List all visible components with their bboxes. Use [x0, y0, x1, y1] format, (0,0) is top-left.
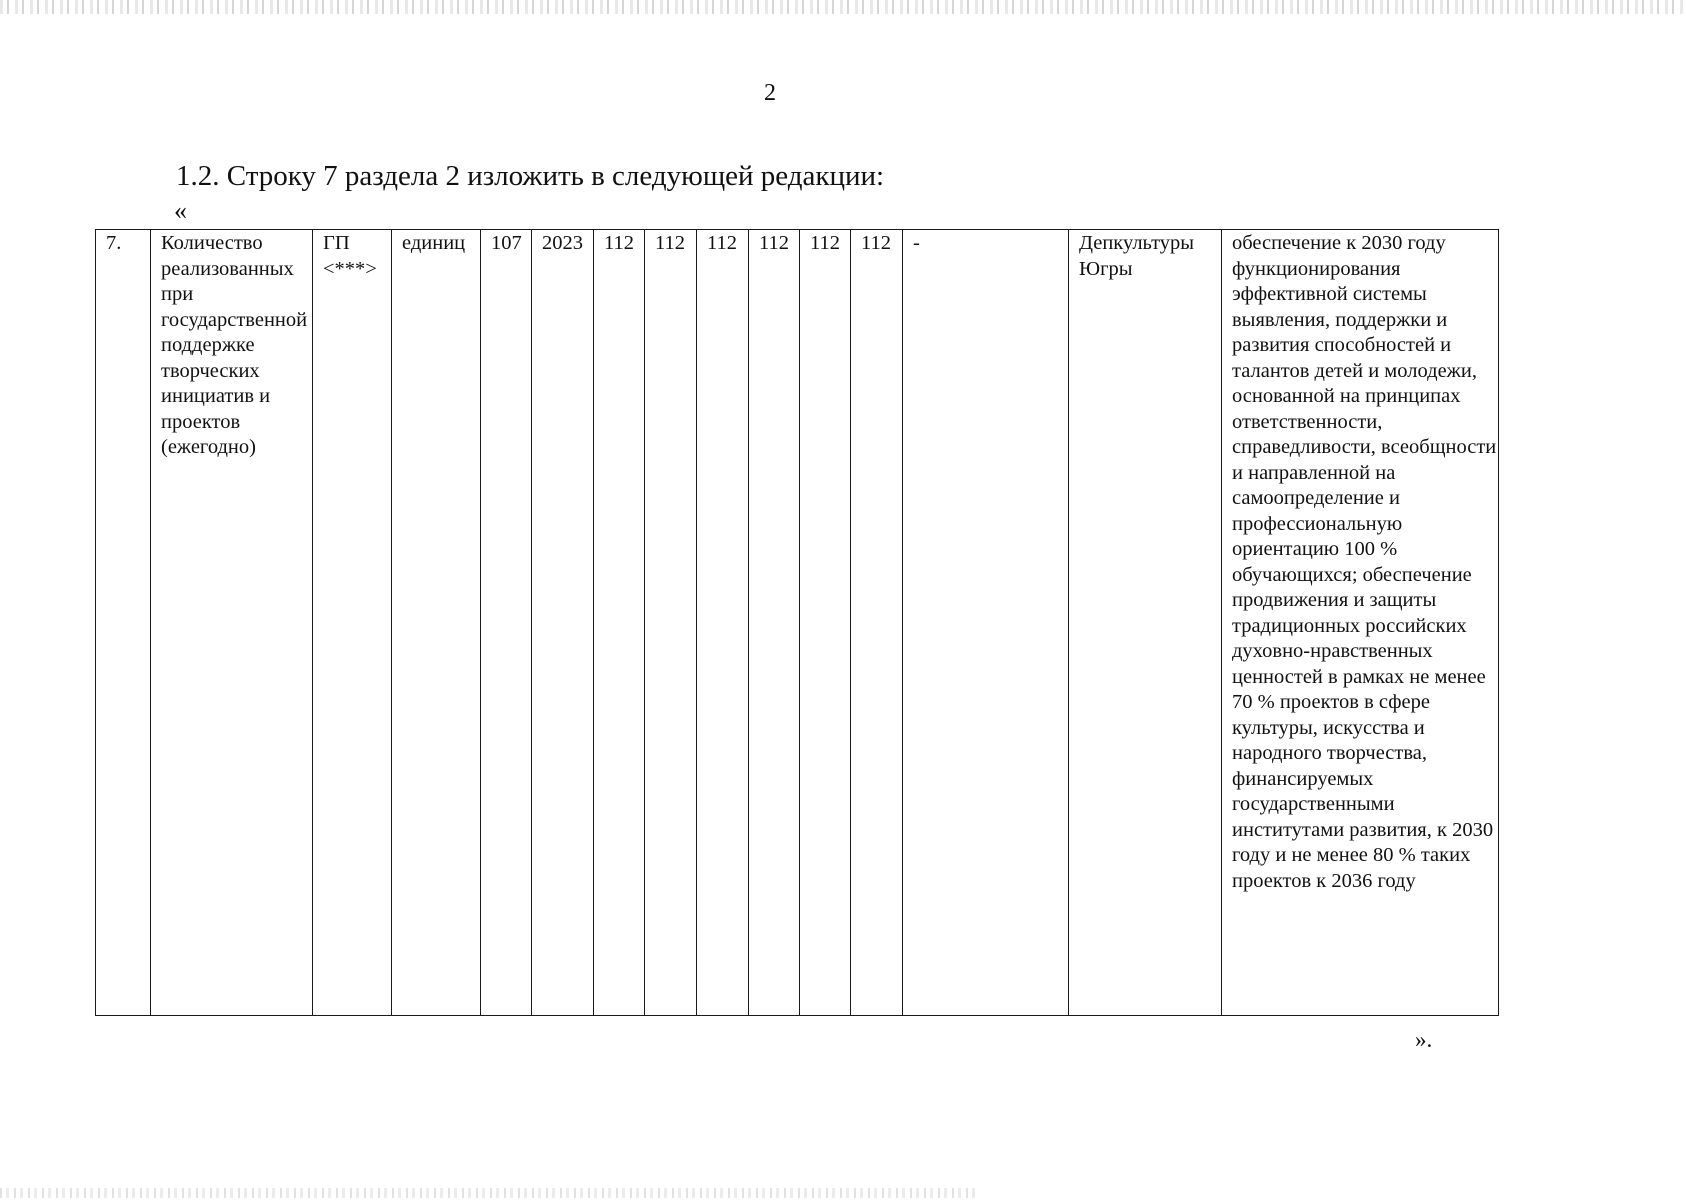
base-value-cell: 107: [481, 230, 532, 1016]
row-number-cell: 7.: [96, 230, 151, 1016]
base-year-cell: 2023: [532, 230, 594, 1016]
responsible-cell: Депкультуры Югры: [1069, 230, 1222, 1016]
value-cell: 112: [645, 230, 697, 1016]
page-number: 2: [764, 80, 776, 106]
indicator-name-cell: Количество реализованных при государственной поддержке творческих инициатив и проектов (ежегодно): [151, 230, 313, 1016]
scan-edge-top: [0, 0, 1686, 14]
level-cell: ГП <***>: [313, 230, 392, 1016]
amended-row-table: [95, 229, 1499, 1016]
amendment-instruction: 1.2. Строку 7 раздела 2 изложить в следующей редакции:: [176, 160, 885, 192]
value-cell: 112: [851, 230, 903, 1016]
closing-quote: ».: [1415, 1027, 1433, 1052]
scan-edge-bottom: [0, 1188, 980, 1198]
table-row: [96, 230, 1499, 1016]
dash-cell: -: [903, 230, 1069, 1016]
unit-cell: единиц: [392, 230, 481, 1016]
opening-quote: «: [174, 196, 187, 225]
result-description-cell: обеспечение к 2030 году функционирования эффективной системы выявления, поддержки и развития способностей и талантов детей и молодежи, основанной на принципах ответственности, справедливости, всеобщности и направленной на самоопределение и профессиональную ориентацию 100 % обучающихся; обеспечение продвижения и защиты традиционных российских духовно-нравственных ценностей в рамках не менее 70 % проектов в сфере культуры, искусства и народного творчества, финансируемых государственными институтами развития, к 2030 году и не менее 80 % таких проектов к 2036 году: [1222, 230, 1499, 1016]
value-cell: 112: [697, 230, 749, 1016]
value-cell: 112: [800, 230, 851, 1016]
value-cell: 112: [594, 230, 645, 1016]
value-cell: 112: [749, 230, 800, 1016]
